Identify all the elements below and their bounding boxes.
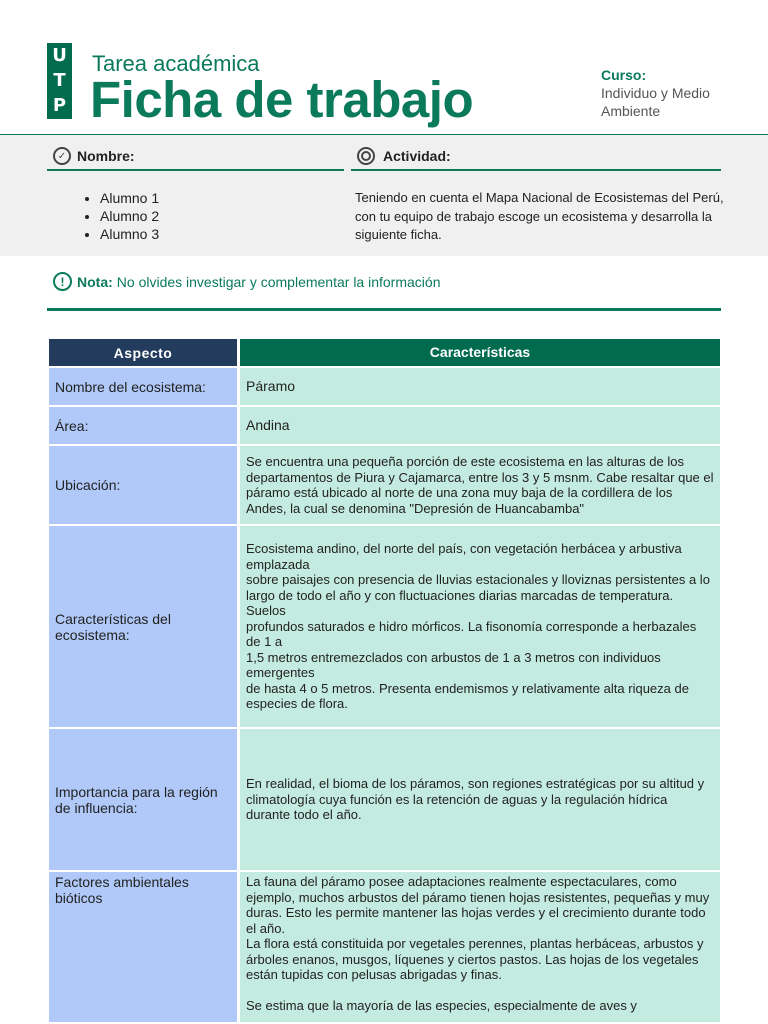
activity-description: Teniendo en cuenta el Mapa Nacional de Ecosistemas del Perú, con tu equipo de trabajo escoge un ecosistema y desarrolla la siguiente ficha.	[355, 190, 724, 242]
header-aspecto: Aspecto	[49, 339, 237, 366]
exclamation-circle-icon: !	[53, 272, 72, 291]
nombre-label: Nombre:	[77, 148, 135, 164]
curso-label: Curso:	[601, 67, 647, 83]
note-text: No olvides investigar y complementar la información	[116, 273, 441, 290]
value-cell: Se encuentra una pequeña porción de este ecosistema en las alturas de los departamentos de Piura y Cajamarca, entre los 3 y 5 msnm. Cabe resaltar que el páramo está ubicado al norte de una zona muy baja de la cordillera de los Andes, la cual se denomina "Depresión de Huancabamba"	[240, 446, 720, 524]
student-item: • Alumno 1	[100, 189, 159, 207]
table-row	[49, 407, 720, 444]
logo-letter-t: T	[53, 69, 66, 91]
aspect-cell: Área:	[49, 407, 237, 444]
logo-letter-u: U	[52, 44, 67, 66]
header-caracteristicas: Características	[240, 339, 720, 366]
value-cell: Ecosistema andino, del norte del país, con vegetación herbácea y arbustiva emplazada sobre paisajes con presencia de lluvias estacionales y lloviznas persistentes a lo largo de todo el año y con fluctuaciones diarias marcadas de temperatura. Suelos profundos saturados e hidro mórficos. La fisonomía corresponde a herbazales de 1 a 1,5 metros entremezclados con arbustos de 1 a 3 metros con individuos emergentes de hasta 4 o 5 metros. Presenta endemismos y relativamente alta riqueza de especies de flora.	[240, 526, 720, 727]
note-divider	[47, 308, 721, 311]
target-icon	[357, 147, 375, 165]
table-row	[49, 368, 720, 405]
value-cell: Andina	[240, 407, 720, 444]
logo-letter-p: P	[52, 95, 67, 117]
aspect-cell: Nombre del ecosistema:	[49, 368, 237, 405]
table-header-row	[49, 339, 720, 366]
document-subtitle: Tarea académica	[92, 51, 260, 76]
aspect-cell: Ubicación:	[49, 446, 237, 524]
actividad-label: Actividad:	[383, 148, 451, 164]
aspect-cell: Importancia para la región de influencia:	[49, 729, 237, 870]
ecosystem-table	[49, 339, 720, 1024]
table-row	[49, 872, 720, 1022]
student-item: • Alumno 3	[100, 225, 159, 243]
nombre-header	[47, 143, 344, 171]
value-cell: La fauna del páramo posee adaptaciones realmente espectaculares, como ejemplo, muchos arbustos del páramo tienen hojas resistentes, pequeñas y muy duras. Esto les permite mantener las hojas verdes y el crecimiento durante todo el año. La flora está constituida por vegetales perennes, plantas herbáceas, arbustos y árboles enanos, musgos, líquenes y ciertos pastos. Las hojas de los vegetales están tupidas con pelusas abrigadas y finas. Se estima que la mayoría de las especies, especialmente de aves y	[240, 872, 720, 1022]
student-item: • Alumno 2	[100, 207, 159, 225]
document-title: Ficha de trabajo	[90, 71, 474, 128]
check-circle-icon: ✓	[53, 147, 71, 165]
table-row	[49, 446, 720, 524]
note-label: Nota:	[77, 273, 113, 290]
actividad-header	[351, 143, 721, 171]
aspect-cell: Características del ecosistema:	[49, 526, 237, 727]
table-row	[49, 729, 720, 870]
aspect-cell: Factores ambientales bióticos	[49, 872, 237, 1022]
value-cell: En realidad, el bioma de los páramos, son regiones estratégicas por su altitud y climatología cuya función es la retención de aguas y la regulación hídrica durante todo el año.	[240, 729, 720, 870]
table-row	[49, 526, 720, 727]
info-band	[0, 134, 768, 256]
curso-value: Individuo y Medio Ambiente	[601, 85, 710, 119]
utp-logo	[47, 43, 72, 119]
students-list	[100, 189, 159, 243]
note	[53, 272, 440, 291]
value-cell: Páramo	[240, 368, 720, 405]
